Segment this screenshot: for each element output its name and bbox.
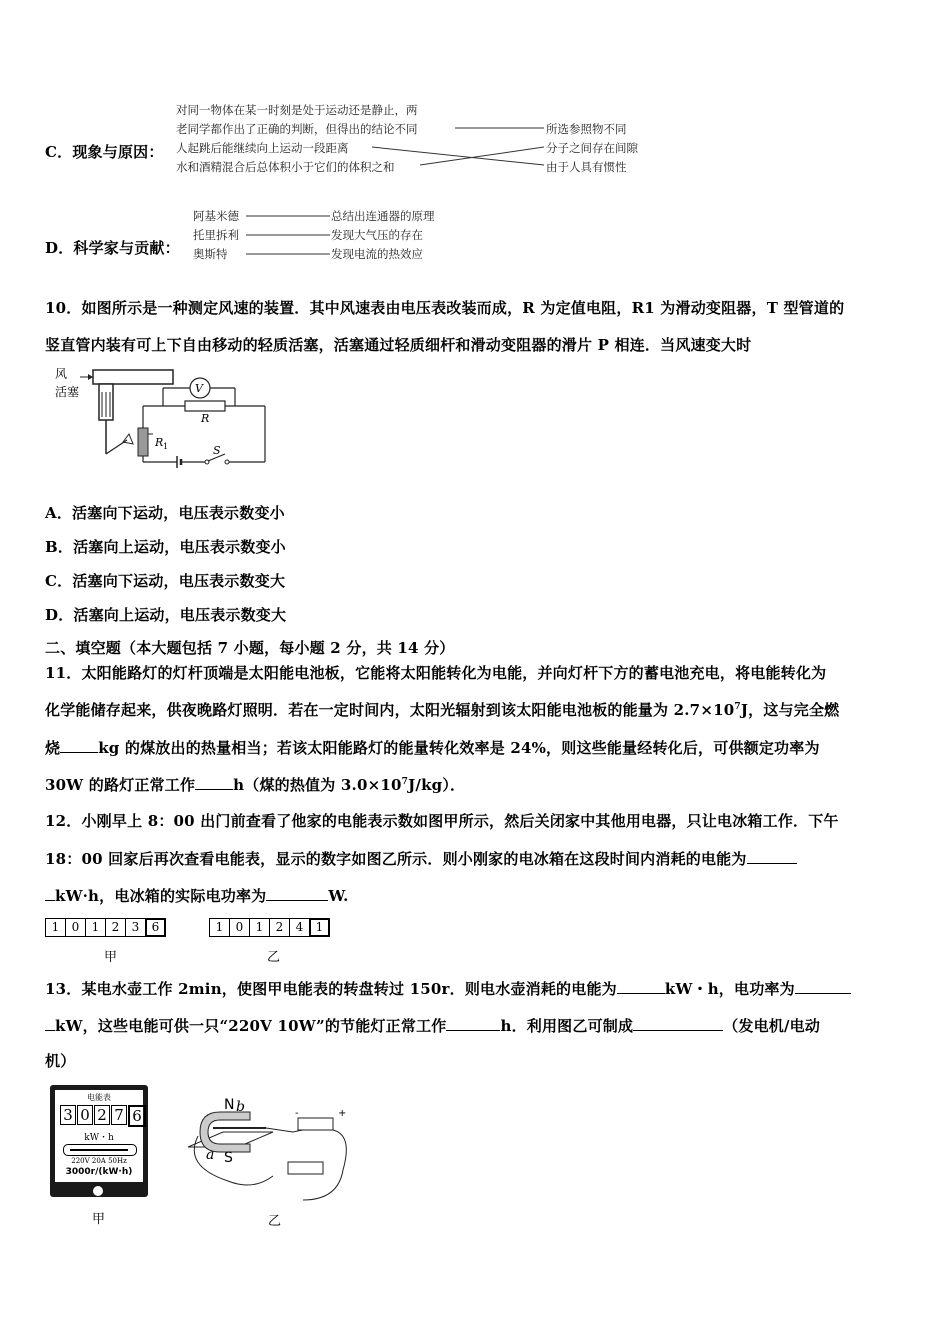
q9-d-left-3: 奥斯特 (193, 247, 228, 261)
q11-line-2b: J，这与完全燃 (740, 701, 840, 719)
q11-blank-2[interactable] (195, 775, 233, 790)
q11-line-1: 11．太阳能路灯的灯杆顶端是太阳能电池板，它能将太阳能转化为电能，并向灯杆下方的蓄电池充电，将电能转化为 (45, 664, 827, 682)
q13-line-2b: h．利用图乙可制成 (500, 1017, 634, 1035)
q10-option-a: A．活塞向下运动，电压表示数变小 (45, 504, 285, 522)
q9-d-right-3: 发现电流的热效应 (331, 247, 423, 261)
meter-a-digit: 3 (125, 918, 146, 937)
q11-line-4b: h（煤的热值为 3.0×10 (233, 776, 402, 794)
fig-switch-label: S (213, 444, 221, 457)
meter-title: 电能表 (87, 1093, 111, 1102)
q9-c-label: C．现象与原因： (45, 143, 164, 161)
q13-line-2 (45, 1015, 820, 1036)
q9-c-right-2: 分子之间存在间隙 (546, 141, 638, 155)
q9-d-label: D．科学家与贡献： (45, 239, 180, 257)
q12-label-a: 甲 (104, 950, 118, 965)
meter-b-digit: 0 (229, 918, 250, 937)
q10-line-2: 竖直管内装有可上下自由移动的轻质活塞，活塞通过轻质细杆和滑动变阻器的滑片 P 相连．当风速变大时 (45, 336, 752, 354)
meter-b-digit: 4 (289, 918, 310, 937)
meter-disc-window (63, 1144, 137, 1156)
meter-b-digit: 1 (249, 918, 270, 937)
q13-label-b: 乙 (268, 1214, 282, 1229)
q9-d-left-1: 阿基米德 (193, 209, 239, 223)
fig-r-label: R (201, 412, 210, 425)
meter-digit: 2 (94, 1105, 110, 1125)
q12-meter-a (45, 918, 165, 937)
meter-digit: 7 (111, 1105, 127, 1125)
meter-a-digit: 1 (85, 918, 106, 937)
q11-line-4c: J/kg）． (408, 776, 466, 794)
meter-spec: 220V 20A 50Hz (71, 1157, 127, 1165)
meter-b-digit: 1 (209, 918, 230, 937)
q11-line-3 (45, 737, 820, 758)
q11-line-4-sup: 7 (401, 777, 409, 787)
q11-line-2 (45, 699, 839, 720)
fig-a-label: a (206, 1147, 215, 1163)
q9-c-left-3: 人起跳后能继续向上运动一段距离 (176, 141, 349, 155)
meter-digit-decimal: 6 (128, 1105, 146, 1127)
q13-line-1a: 13．某电水壶工作 2min，使图甲电能表的转盘转过 150r．则电水壶消耗的电能为 (45, 980, 617, 998)
q9-c-connector-lines (370, 120, 550, 175)
meter-a-digit: 1 (45, 918, 66, 937)
q12-label-b: 乙 (267, 950, 281, 965)
q12-blank-2[interactable] (266, 886, 328, 901)
meter-unit: kW・h (84, 1133, 114, 1143)
meter-face (55, 1090, 143, 1182)
q12-blank-1-cont (45, 886, 55, 901)
meter-a-digit: 2 (105, 918, 126, 937)
q11-line-2a: 化学能储存起来，供夜晚路灯照明．若在一定时间内，太阳光辐射到该太阳能电池板的能量为 2.7×10 (45, 701, 735, 719)
q10-wind-speed-circuit-figure (45, 362, 275, 472)
fig-minus-label: - (295, 1108, 299, 1119)
q13-line-1b: kW・h，电功率为 (664, 980, 795, 998)
q12-blank-1[interactable] (747, 849, 797, 864)
fig-b-label: b (236, 1099, 245, 1115)
q13-energy-meter (50, 1085, 148, 1197)
meter-digits (60, 1105, 146, 1127)
q13-blank-2[interactable] (795, 979, 851, 994)
fig-piston-label: 活塞 (55, 385, 80, 399)
q11-line-3a: 烧 (45, 739, 61, 757)
meter-screw (93, 1186, 103, 1196)
q12-meter-b (209, 918, 329, 937)
q13-line-2a: kW，这些电能可供一只“220V 10W”的节能灯正常工作 (55, 1017, 447, 1035)
fig-r1-sub: 1 (163, 442, 169, 451)
q12-line-3a: kW·h，电冰箱的实际电功率为 (55, 887, 267, 905)
meter-a-digit: 0 (65, 918, 86, 937)
q9-c-left-4: 水和酒精混合后总体积小于它们的体积之和 (176, 160, 395, 174)
meter-rate: 3000r/(kW·h) (65, 1167, 133, 1177)
q12-line-2-text: 18：00 回家后再次查看电能表，显示的数字如图乙所示．则小刚家的电冰箱在这段时间内消耗的电能为 (45, 850, 747, 868)
q10-option-d: D．活塞向上运动，电压表示数变大 (45, 606, 287, 624)
q13-line-1 (45, 978, 851, 999)
q11-line-3b: kg 的煤放出的热量相当；若该太阳能路灯的能量转化效率是 24%，则这些能量经转化后，可供额定功率为 (98, 739, 820, 757)
meter-digit: 0 (77, 1105, 93, 1125)
q9-c-right-3: 由于人具有惯性 (546, 160, 627, 174)
q9-d-left-2: 托里拆利 (193, 228, 239, 242)
q11-line-2-sup: 7 (734, 702, 741, 712)
q9-d-connector-lines (240, 210, 335, 260)
q13-label-a: 甲 (92, 1212, 106, 1227)
fig-wind-label: 风 (55, 367, 68, 381)
q11-blank-1[interactable] (60, 738, 98, 753)
q11-line-4a: 30W 的路灯正常工作 (45, 776, 196, 794)
q13-line-3: 机） (45, 1052, 76, 1070)
q9-c-right-1: 所选参照物不同 (546, 122, 627, 136)
section-2-heading: 二、填空题（本大题包括 7 小题，每小题 2 分，共 14 分） (45, 639, 455, 657)
q9-d-right-1: 总结出连通器的原理 (331, 209, 435, 223)
q12-line-3b: W. (328, 887, 349, 905)
q13-generator-motor-figure (178, 1092, 358, 1207)
meter-b-digit-decimal: 1 (309, 918, 330, 937)
q13-blank-1[interactable] (617, 979, 665, 994)
q9-d-right-2: 发现大气压的存在 (331, 228, 423, 242)
q10-line-1: 10．如图所示是一种测定风速的装置．其中风速表由电压表改装而成，R 为定值电阻，R1 为滑动变阻器，T 型管道的 (45, 299, 845, 317)
q12-line-2 (45, 848, 797, 869)
q13-blank-2-cont (45, 1016, 55, 1031)
q11-line-4 (45, 774, 465, 795)
meter-digit: 3 (60, 1105, 76, 1125)
q9-c-left-2: 老同学都作出了正确的判断，但得出的结论不同 (176, 122, 418, 136)
fig-s-label: S (224, 1150, 233, 1166)
q13-blank-4[interactable] (633, 1016, 723, 1031)
q10-option-b: B．活塞向上运动，电压表示数变小 (45, 538, 286, 556)
q9-c-left-1: 对同一物体在某一时刻是处于运动还是静止，两 (176, 103, 418, 117)
fig-voltmeter-label: V (195, 382, 203, 395)
q13-line-2c: （发电机/电动 (723, 1017, 821, 1035)
meter-a-digit-decimal: 6 (145, 918, 166, 937)
fig-n-label: N (224, 1097, 235, 1113)
fig-plus-label: + (338, 1108, 347, 1119)
q12-line-3 (45, 885, 349, 906)
q10-option-c: C．活塞向下运动，电压表示数变大 (45, 572, 286, 590)
meter-b-digit: 2 (269, 918, 290, 937)
fig-r1-label: R (155, 436, 164, 449)
q12-line-1: 12．小刚早上 8：00 出门前查看了他家的电能表示数如图甲所示，然后关闭家中其他用电器，只让电冰箱工作．下午 (45, 812, 839, 830)
q13-blank-3[interactable] (446, 1016, 500, 1031)
